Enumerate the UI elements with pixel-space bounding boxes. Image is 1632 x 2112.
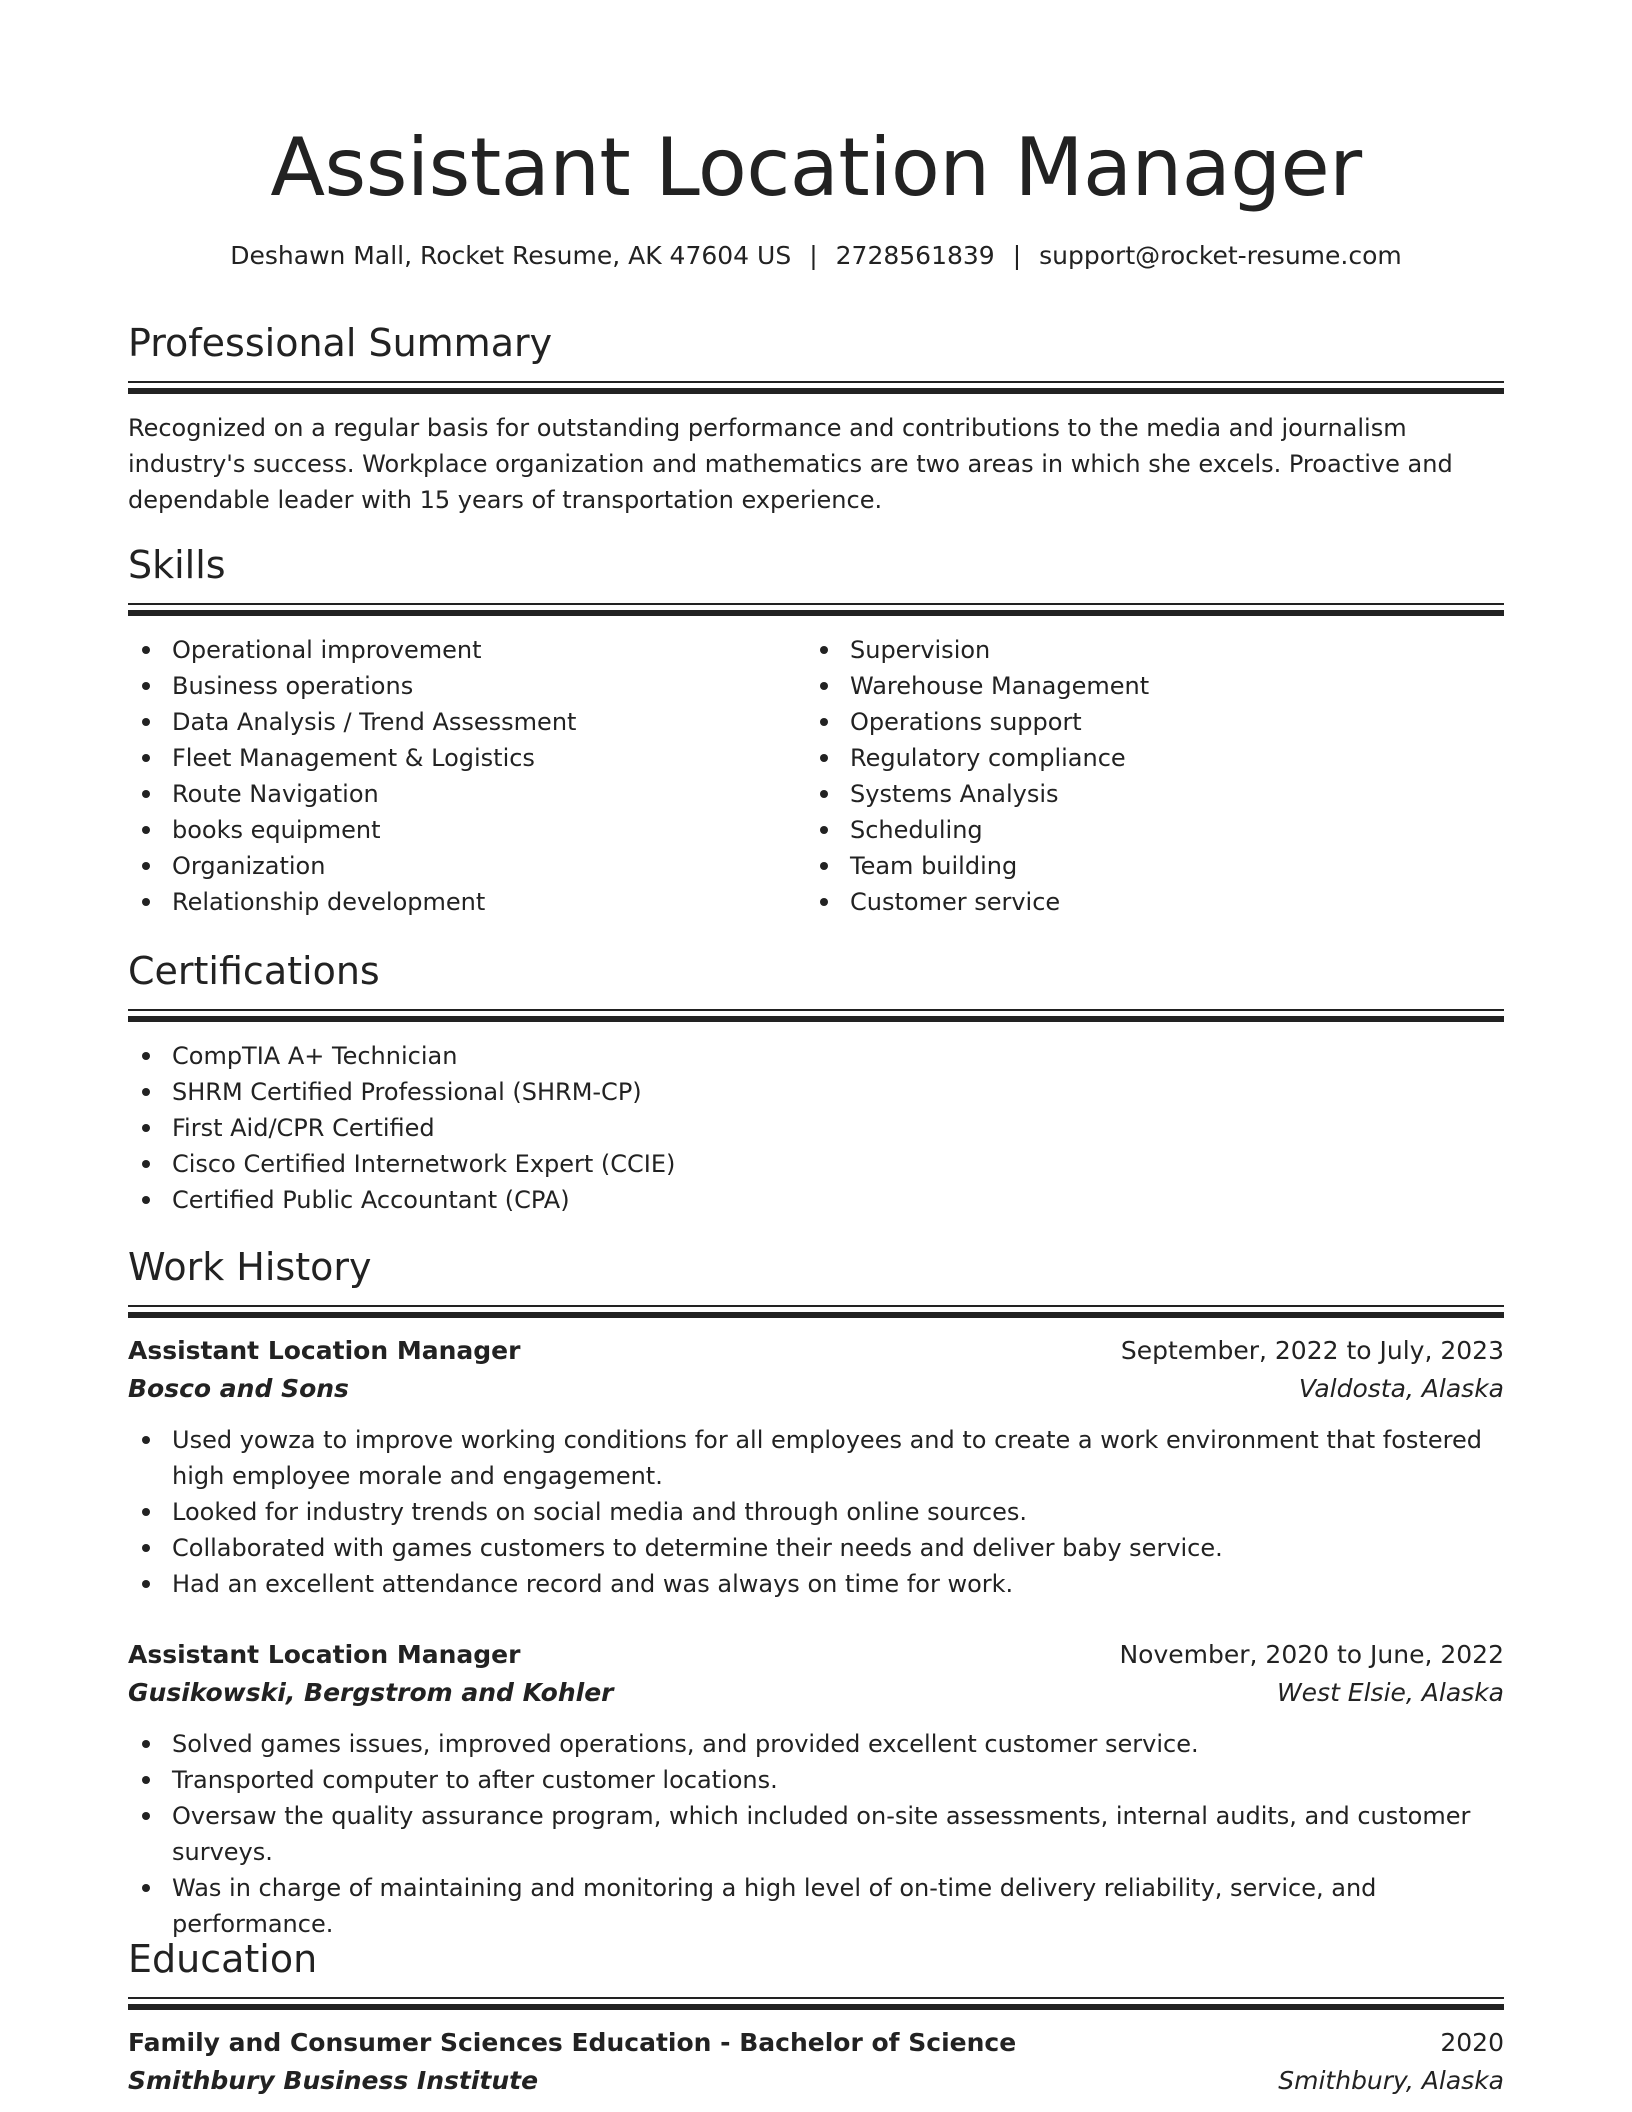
- skills-section: [128, 540, 1504, 920]
- education-subheader: [128, 2062, 1504, 2100]
- skill-item: Data Analysis / Trend Assessment: [128, 704, 806, 740]
- certification-item: SHRM Certified Professional (SHRM-CP): [128, 1074, 1504, 1110]
- skills-columns: [128, 616, 1504, 920]
- certification-item: Certified Public Accountant (CPA): [128, 1182, 1504, 1218]
- summary-text: Recognized on a regular basis for outstanding performance and contributions to the media and journalism industry's success. Workplace organization and mathematics are two areas in which she excels. Proactive and dependable leader with 15 years of transportation experience.: [128, 414, 1453, 514]
- skill-item: Fleet Management & Logistics: [128, 740, 806, 776]
- contact-phone: 2728561839: [835, 241, 995, 270]
- skills-list-right: [806, 632, 1484, 920]
- skills-column-left: [128, 616, 806, 920]
- education-section: [128, 1934, 1504, 2100]
- section-heading-certifications: Certifications: [128, 949, 380, 993]
- job-header: [128, 1636, 1504, 1674]
- job-location: West Elsie, Alaska: [1276, 1678, 1504, 1707]
- section-heading-education: Education: [128, 1937, 318, 1981]
- skill-item: Organization: [128, 848, 806, 884]
- job-title: Assistant Location Manager: [128, 1640, 521, 1669]
- skill-item: books equipment: [128, 812, 806, 848]
- job-bullet: Solved games issues, improved operations, and provided excellent customer service.: [128, 1726, 1504, 1762]
- skill-item: Route Navigation: [128, 776, 806, 812]
- job-bullet: Looked for industry trends on social media and through online sources.: [128, 1494, 1504, 1530]
- skills-column-right: [806, 616, 1484, 920]
- job-location: Valdosta, Alaska: [1298, 1374, 1504, 1403]
- section-divider: [128, 381, 1504, 383]
- skill-item: Operations support: [806, 704, 1484, 740]
- skill-item: Team building: [806, 848, 1484, 884]
- contact-email: support@rocket-resume.com: [1039, 241, 1402, 270]
- education-year: 2020: [1440, 2028, 1504, 2057]
- skill-item: Operational improvement: [128, 632, 806, 668]
- job-bullet: Oversaw the quality assurance program, which included on-site assessments, internal audits, and customer surveys.: [128, 1798, 1504, 1870]
- skill-item: Warehouse Management: [806, 668, 1484, 704]
- work-history-section: [128, 1242, 1504, 1942]
- section-divider: [128, 1016, 1504, 1022]
- section-divider: [128, 1009, 1504, 1011]
- contact-separator: |: [809, 241, 818, 270]
- job-bullet: Was in charge of maintaining and monitoring a high level of on-time delivery reliability, service, and performance.: [128, 1870, 1504, 1942]
- section-divider: [128, 1305, 1504, 1307]
- section-heading-summary: Professional Summary: [128, 321, 553, 365]
- section-heading-skills: Skills: [128, 543, 226, 587]
- section-divider: [128, 2004, 1504, 2010]
- certification-item: CompTIA A+ Technician: [128, 1038, 1504, 1074]
- certification-item: Cisco Certified Internetwork Expert (CCIE): [128, 1146, 1504, 1182]
- job-company: Gusikowski, Bergstrom and Kohler: [128, 1678, 614, 1707]
- job-bullet: Collaborated with games customers to determine their needs and deliver baby service.: [128, 1530, 1504, 1566]
- skill-item: Scheduling: [806, 812, 1484, 848]
- certifications-list: [128, 1038, 1504, 1218]
- education-header: [128, 2024, 1504, 2062]
- section-divider: [128, 1312, 1504, 1318]
- contact-address: Deshawn Mall, Rocket Resume, AK 47604 US: [230, 241, 792, 270]
- section-heading-work-history: Work History: [128, 1245, 372, 1289]
- skill-item: Relationship development: [128, 884, 806, 920]
- job-subheader: [128, 1370, 1504, 1408]
- job-subheader: [128, 1674, 1504, 1712]
- summary-section: [128, 318, 1504, 518]
- skill-item: Systems Analysis: [806, 776, 1484, 812]
- job-bullets: [128, 1422, 1504, 1602]
- skill-item: Business operations: [128, 668, 806, 704]
- education-entry: [128, 2024, 1504, 2100]
- certifications-section: [128, 946, 1504, 1218]
- job-bullet: Transported computer to after customer locations.: [128, 1762, 1504, 1798]
- contact-separator: |: [1012, 241, 1022, 270]
- resume-title: Assistant Location Manager: [270, 121, 1362, 214]
- job-bullets: [128, 1726, 1504, 1942]
- job-bullet: Used yowza to improve working conditions for all employees and to create a work environment that fostered high employee morale and engagement.: [128, 1422, 1504, 1494]
- education-school: Smithbury Business Institute: [128, 2066, 539, 2095]
- skill-item: Customer service: [806, 884, 1484, 920]
- job-company: Bosco and Sons: [128, 1374, 349, 1403]
- job-bullet: Had an excellent attendance record and was always on time for work.: [128, 1566, 1504, 1602]
- education-location: Smithbury, Alaska: [1278, 2066, 1504, 2095]
- skills-list-left: [128, 632, 806, 920]
- job-header: [128, 1332, 1504, 1370]
- section-divider: [128, 603, 1504, 605]
- job-dates: November, 2020 to June, 2022: [1119, 1640, 1504, 1669]
- job-entry: [128, 1332, 1504, 1602]
- job-entry: [128, 1636, 1504, 1942]
- skill-item: Supervision: [806, 632, 1484, 668]
- section-divider: [128, 1997, 1504, 1999]
- job-dates: September, 2022 to July, 2023: [1120, 1336, 1504, 1365]
- contact-line: [128, 238, 1504, 274]
- certification-item: First Aid/CPR Certified: [128, 1110, 1504, 1146]
- education-degree: Family and Consumer Sciences Education - Bachelor of Science: [128, 2028, 1017, 2057]
- section-divider: [128, 388, 1504, 394]
- skill-item: Regulatory compliance: [806, 740, 1484, 776]
- job-title: Assistant Location Manager: [128, 1336, 521, 1365]
